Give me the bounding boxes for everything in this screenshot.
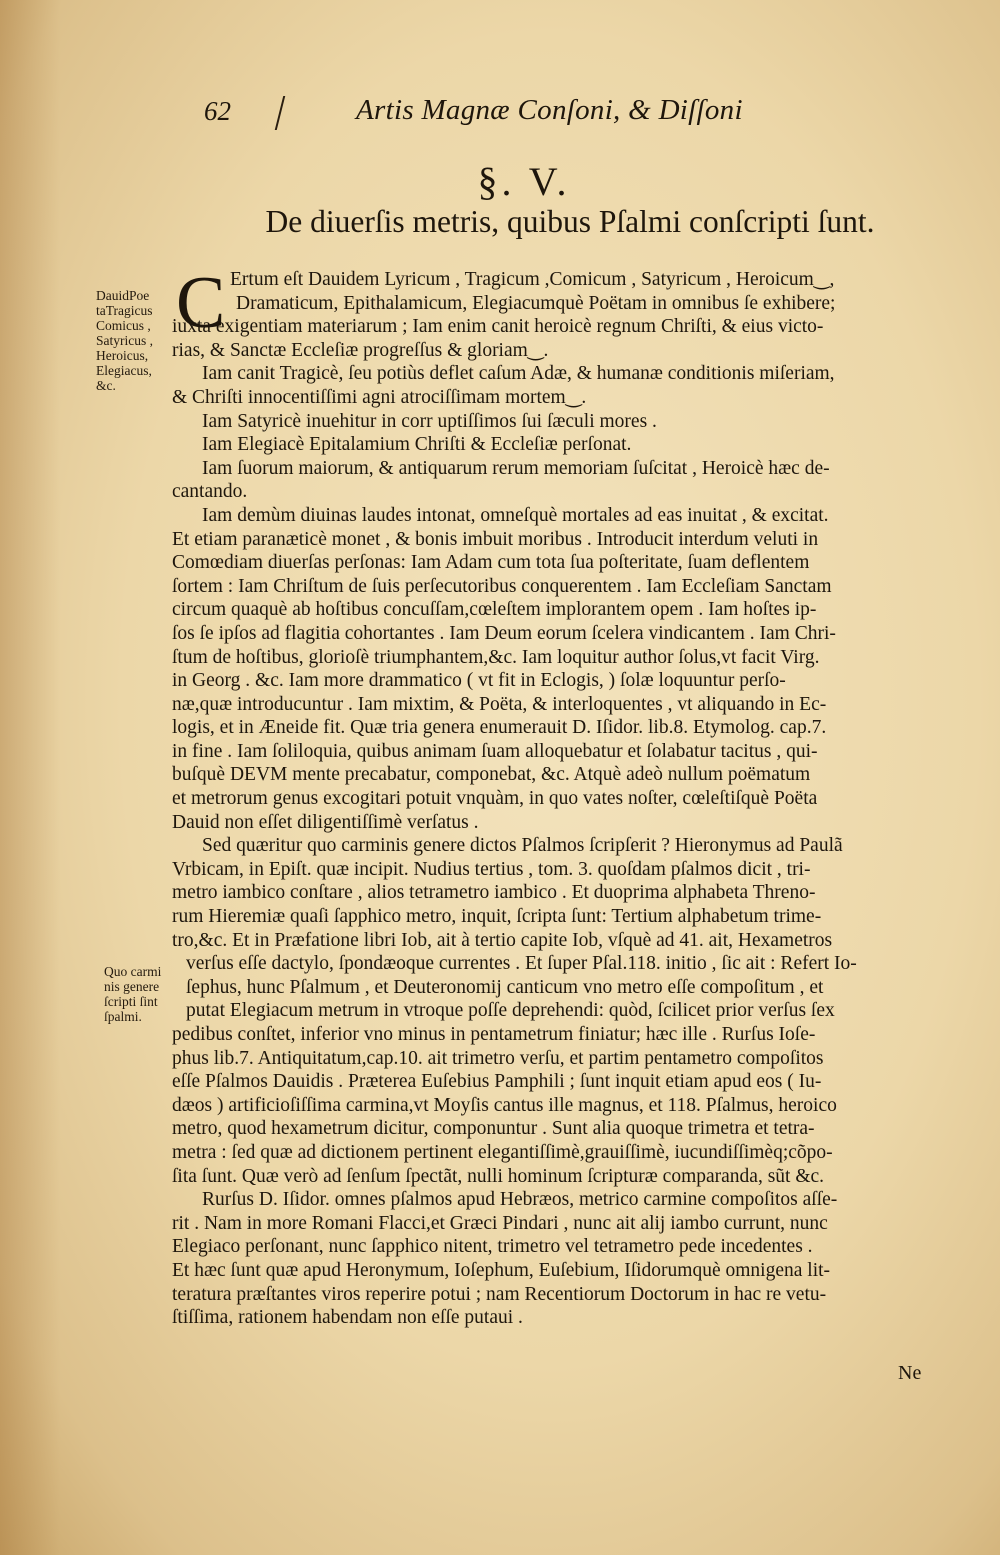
- text-line: rias, & Sanctæ Eccleſiæ progreſſus & gloriam‿.: [172, 339, 549, 361]
- drop-capital: C: [176, 262, 226, 344]
- margin-note-line: Comicus ,: [96, 318, 151, 333]
- text-line: & Chriſti innocentiſſimi agni atrociſſimam mortem‿.: [172, 386, 587, 408]
- text-line: metro, quod hexametrum dicitur, componuntur . Sunt alia quoque trimetra et tetra-: [172, 1118, 815, 1140]
- text-line: tro,&c. Et in Præfatione libri Iob, ait à tertio capite Iob, vſquè ad 41. ait, Hexametros: [172, 929, 833, 951]
- text-line: ſephus, hunc Pſalmum , et Deuteronomij canticum vno metro eſſe compoſitum , et: [186, 976, 824, 998]
- section-title: De diuerſis metris, quibus Pſalmi conſcripti ſunt.: [265, 204, 875, 239]
- text-line: logis, et in Æneide fit. Quæ tria genera enumerauit D. Iſidor. lib.8. Etymolog. cap.7.: [172, 717, 827, 739]
- text-line: Iam canit Tragicè, ſeu potiùs deflet caſum Adæ, & humanæ conditionis miſeriam,: [202, 363, 835, 385]
- text-line: Sed quæritur quo carminis genere dictos Pſalmos ſcripſerit ? Hieronymus ad Paulã: [202, 835, 843, 857]
- text-line: ſtum de hoſtibus, glorioſè triumphantem,&c. Iam loquitur author ſolus,vt facit Virg.: [172, 646, 820, 668]
- text-line: Et etiam paranæticè monet , & bonis imbuit moribus . Introducit interdum veluti in: [172, 528, 819, 550]
- page-edge-stain: [0, 0, 60, 1555]
- text-line: verſus eſſe dactylo, ſpondæoque currentes . Et ſuper Pſal.118. initio , ſic ait : Refert Io-: [186, 953, 857, 975]
- text-line: ſos ſe ipſos ad flagitia cohortantes . Iam Deum eorum ſcelera vindicantem . Iam Chri-: [172, 622, 836, 644]
- text-line: eſſe Pſalmos Dauidis . Præterea Euſebius Pamphili ; ſunt inquit etiam apud eos ( Iu-: [172, 1071, 822, 1093]
- text-line: in Georg . &c. Iam more drammatico ( vt fit in Eclogis, ) ſolæ loquuntur perſo-: [172, 670, 786, 692]
- margin-note-line: Quo carmi: [104, 964, 162, 979]
- text-line: ſtiſſima, rationem habendam non eſſe putaui .: [172, 1307, 523, 1329]
- margin-note-line: ſpalmi.: [104, 1009, 142, 1024]
- text-line: rum Hieremiæ quaſi ſapphico metro, inquit, ſcripta ſunt: Tertium alphabetum trime-: [172, 906, 822, 928]
- text-line: dæos ) artificioſiſſima carmina,vt Moyſis cantus ille magnus, et 118. Pſalmus, heroico: [172, 1094, 837, 1116]
- text-line: Et hæc ſunt quæ apud Heronymum, Ioſephum, Euſebium, Iſidorumquè omnigena lit-: [172, 1259, 831, 1281]
- text-line: metra : ſed quæ ad dictionem pertinent elegantiſſimè,grauiſſimè, iucundiſſimèq;cõpo-: [172, 1141, 833, 1163]
- margin-note-poet-genres: [96, 288, 153, 393]
- page-number: 62: [204, 96, 231, 126]
- margin-note-line: taTragicus: [96, 303, 153, 318]
- text-line: Dramaticum, Epithalamicum, Elegiacumquè Poëtam in omnibus ſe exhibere;: [236, 292, 836, 314]
- text-line: cantando.: [172, 481, 248, 503]
- text-line: putat Elegiacum metrum in vtroque poſſe deprehendi: quòd, ſcilicet prior verſus ſex: [186, 1000, 835, 1022]
- margin-note-line: DauidPoe: [96, 288, 150, 303]
- running-title: Artis Magnæ Conſoni, & Diſſoni: [356, 94, 743, 126]
- section-number: §. V.: [477, 159, 571, 204]
- text-line: Iam demùm diuinas laudes intonat, omneſquè mortales ad eas inuitat , & excitat.: [202, 504, 829, 526]
- text-line: rit . Nam in more Romani Flacci,et Græci Pindari , nunc ait alij iambo currunt, nunc: [172, 1212, 828, 1234]
- text-line: in fine . Iam ſoliloquia, quibus animam ſuam alloquebatur et ſolabatur tacitus , qui-: [172, 740, 818, 762]
- text-line: Elegiaco perſonant, nunc ſapphico nitent, trimetro vel tetrametro pede incedentes .: [172, 1236, 813, 1258]
- text-line: Ertum eſt Dauidem Lyricum , Tragicum ,Comicum , Satyricum , Heroicum‿,: [230, 269, 835, 290]
- text-line: Iam ſuorum maiorum, & antiquarum rerum memoriam ſuſcitat , Heroicè hæc de-: [202, 457, 830, 479]
- text-line: phus lib.7. Antiquitatum,cap.10. ait trimetro verſu, et partim pentametro compoſitos: [172, 1047, 824, 1069]
- text-line: næ,quæ introducuntur . Iam mixtim, & Poëta, & interloquentes , vt aliquando in Ec-: [172, 693, 827, 715]
- margin-note-line: Heroicus,: [96, 348, 149, 363]
- text-line: buſquè DEVM mente precabatur, componebat, &c. Atquè adeò nullum poëmatum: [172, 764, 811, 786]
- margin-note-line: Elegiacus,: [96, 363, 152, 378]
- text-line: circum quaquè ab hoſtibus concuſſam,cœleſtem implorantem opem . Iam hoſtes ip-: [172, 599, 817, 621]
- text-line: Dauid non eſſet diligentiſſimè verſatus .: [172, 811, 479, 833]
- body-text: [172, 262, 950, 1330]
- page-header: [0, 92, 1000, 142]
- text-line: Iam Elegiacè Epitalamium Chriſti & Eccleſiæ perſonat.: [202, 434, 632, 456]
- text-line: iuxta exigentiam materiarum ; Iam enim canit heroicè regnum Chriſti, & eius victo-: [172, 316, 824, 338]
- text-line: Iam Satyricè inuehitur in corr uptiſſimos ſui ſæculi mores .: [202, 410, 657, 432]
- margin-note-psalm-meter: [104, 964, 161, 1024]
- header-rule: [275, 96, 285, 130]
- text-line: Comœdiam diuerſas perſonas: Iam Adam cum tota ſua poſteritate, ſuam deflentem: [172, 552, 810, 574]
- text-line: teratura præſtantes viros reperire potui ; nam Recentiorum Doctorum in hac re vetu-: [172, 1283, 827, 1305]
- text-line: et metrorum genus excogitari potuit vnquàm, in quo vates noſter, cœleſtiſquè Poëta: [172, 788, 818, 810]
- text-line: ſortem : Iam Chriſtum de ſuis perſecutoribus conquerentem . Iam Eccleſiam Sanctam: [172, 575, 832, 597]
- text-line: ſita ſunt. Quæ verò ad ſenſum ſpectãt, nulli hominum ſcripturæ comparanda, sũt &c.: [172, 1165, 825, 1187]
- text-line: pedibus conſtet, inferior vno minus in pentametrum finiatur; hæc ille . Rurſus Ioſe-: [172, 1024, 816, 1045]
- text-line: Rurſus D. Iſidor. omnes pſalmos apud Hebræos, metrico carmine compoſitos aſſe-: [202, 1189, 838, 1211]
- margin-note-line: &c.: [96, 378, 116, 393]
- margin-note-line: Satyricus ,: [96, 333, 153, 348]
- margin-note-line: ſcripti ſint: [104, 994, 158, 1009]
- catchword: Ne: [898, 1362, 922, 1384]
- text-line: metro iambico conſtare , alios tetrametro iambico . Et duoprima alphabeta Threno-: [172, 882, 816, 904]
- margin-note-line: nis genere: [104, 979, 160, 994]
- text-line: Vrbicam, in Epiſt. quæ incipit. Nudius tertius , tom. 3. quoſdam pſalmos dicit , tri-: [172, 858, 811, 880]
